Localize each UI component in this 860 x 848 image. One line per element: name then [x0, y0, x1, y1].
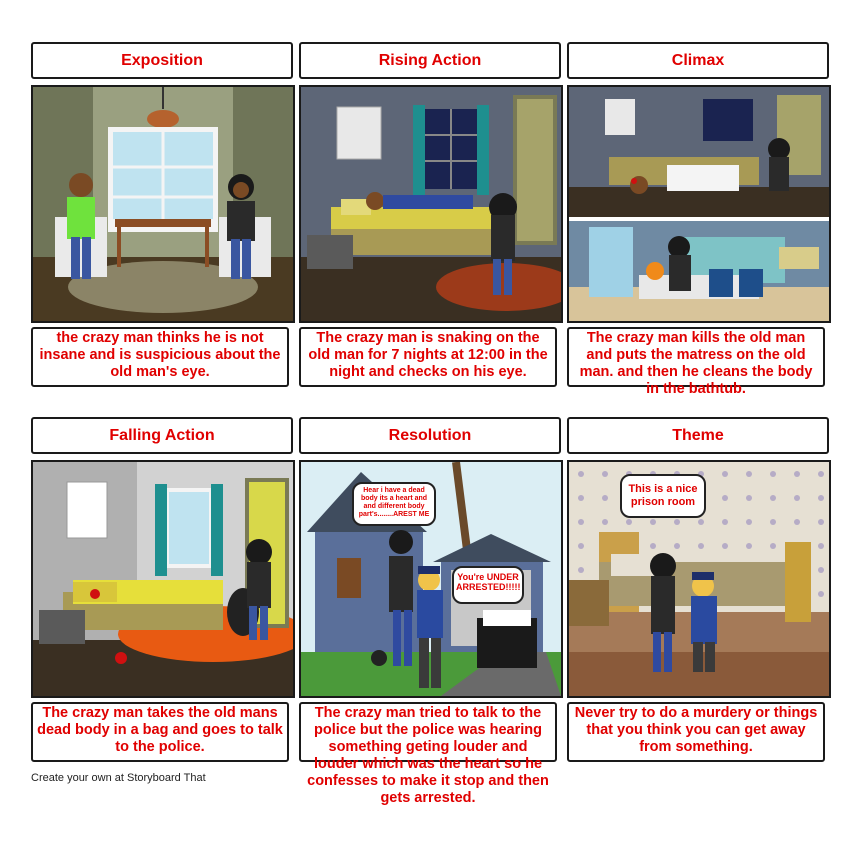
- panel-title: Rising Action: [299, 42, 561, 79]
- panel-title: Exposition: [31, 42, 293, 79]
- panel-caption: Never try to do a murdery or things that you think you can get away from something.: [567, 702, 825, 762]
- panel-title: Climax: [567, 42, 829, 79]
- scene-image: [31, 85, 295, 323]
- panel-title: Resolution: [299, 417, 561, 454]
- speech-bubble-theme: This is a nice prison room: [620, 474, 706, 518]
- scene-image: [31, 460, 295, 698]
- panel-title: Theme: [567, 417, 829, 454]
- panel-caption: The crazy man kills the old man and puts the matress on the old man. and then he cleans the body in the bathtub.: [567, 327, 825, 387]
- scene-image: [299, 85, 563, 323]
- panel-caption: The crazy man takes the old mans dead body in a bag and goes to talk to the police.: [31, 702, 289, 762]
- speech-bubble-man: Hear i have a dead body its a heart and and different body part's........AREST ME: [352, 482, 436, 526]
- footer-credit: Create your own at Storyboard That: [31, 772, 206, 784]
- panel-title: Falling Action: [31, 417, 293, 454]
- panel-caption: the crazy man thinks he is not insane and is suspicious about the old man's eye.: [31, 327, 289, 387]
- speech-bubble-police: You're UNDER ARRESTED!!!!!: [452, 566, 524, 604]
- scene-image: [567, 85, 831, 323]
- panel-caption: The crazy man tried to talk to the police but the police was hearing something geting louder and louder which was the heart so he confesses to make it stop and then gets arrested.: [299, 702, 557, 762]
- panel-caption: The crazy man is snaking on the old man for 7 nights at 12:00 in the night and checks on his eye.: [299, 327, 557, 387]
